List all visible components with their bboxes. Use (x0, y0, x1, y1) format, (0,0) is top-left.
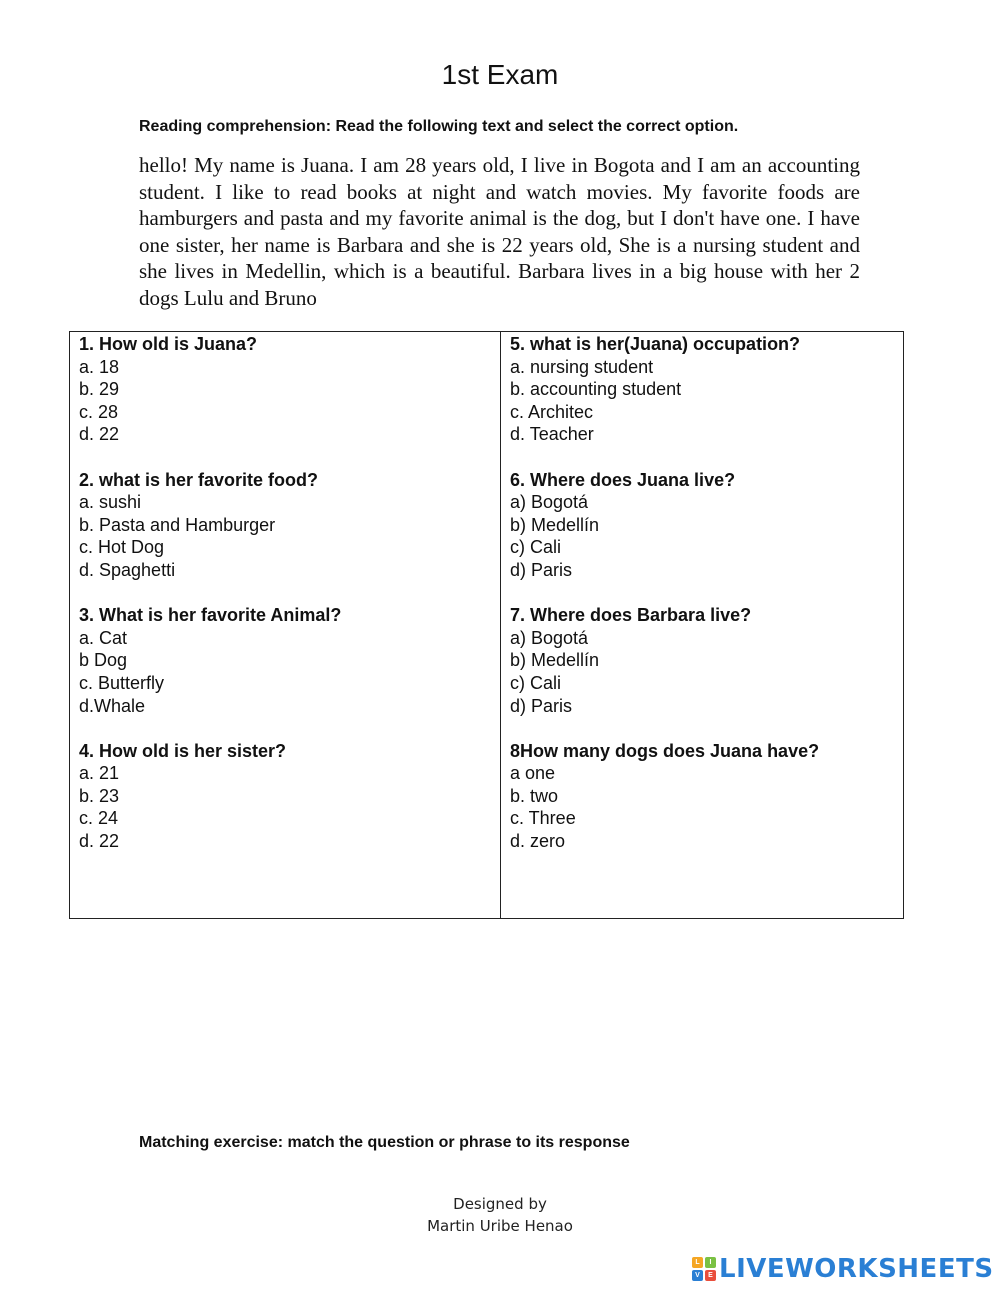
question-1 (79, 333, 500, 446)
quiz-table (69, 331, 904, 919)
question-text: 8How many dogs does Juana have? (510, 740, 820, 761)
question-text: 6. Where does Juana live? (510, 469, 736, 490)
answer-option[interactable]: a one (510, 763, 556, 784)
designer-credit (0, 1193, 1000, 1237)
answer-option[interactable]: a. Cat (79, 627, 128, 648)
logo-letter-v: V (692, 1270, 703, 1281)
answer-option[interactable]: b) Medellín (510, 514, 600, 535)
liveworksheets-brand[interactable] (692, 1251, 994, 1287)
logo-letter-i: I (705, 1257, 716, 1268)
answer-option[interactable]: a) Bogotá (510, 627, 589, 648)
answer-option[interactable]: a. nursing student (510, 356, 654, 377)
answer-option[interactable]: b Dog (79, 650, 128, 671)
answer-option[interactable]: d.Whale (79, 695, 146, 716)
reading-instruction: Reading comprehension: Read the following text and select the correct option. (139, 118, 739, 135)
answer-option[interactable]: b. Pasta and Hamburger (79, 514, 276, 535)
matching-instruction: Matching exercise: match the question or phrase to its response (139, 1134, 630, 1151)
question-2 (79, 469, 500, 582)
answer-option[interactable]: d. 22 (79, 424, 120, 445)
question-5 (510, 333, 903, 446)
answer-option[interactable]: c. Hot Dog (79, 537, 165, 558)
answer-option[interactable]: c. 24 (79, 808, 119, 829)
answer-option[interactable]: b. two (510, 785, 559, 806)
question-text: 5. what is her(Juana) occupation? (510, 334, 801, 354)
brand-name: LIVEWORKSHEETS (719, 1254, 994, 1284)
answer-option[interactable]: c. Three (510, 808, 576, 829)
question-6 (510, 469, 903, 582)
answer-option[interactable]: d) Paris (510, 559, 573, 580)
question-text: 2. what is her favorite food? (79, 469, 319, 490)
answer-option[interactable]: a. 21 (79, 763, 120, 784)
answer-option[interactable]: c. Architec (510, 401, 594, 422)
quiz-column-left (70, 332, 501, 918)
liveworksheets-logo-icon (692, 1257, 716, 1281)
answer-option[interactable]: d. zero (510, 831, 566, 852)
designed-by-label: Designed by (453, 1195, 547, 1213)
question-7 (510, 604, 903, 717)
answer-option[interactable]: b. 23 (79, 785, 120, 806)
answer-option[interactable]: c) Cali (510, 672, 562, 693)
answer-option[interactable]: d. Teacher (510, 424, 594, 445)
answer-option[interactable]: a) Bogotá (510, 492, 589, 513)
reading-passage: hello! My name is Juana. I am 28 years old, I live in Bogota and I am an accounting student. I like to read books at night and watch movies. My favorite foods are hamburgers and pasta and my favorite animal is the dog, but I don't have one. I have one sister, her name is Barbara and she is 22 years old, She is a nursing student and she lives in Medellin, which is a beautiful. Barbara lives in a big house with her 2 dogs Lulu and Bruno (139, 153, 860, 310)
answer-option[interactable]: d. 22 (79, 831, 120, 852)
question-text: 7. Where does Barbara live? (510, 605, 752, 626)
quiz-column-right (501, 332, 903, 918)
question-8 (510, 740, 903, 853)
answer-option[interactable]: b) Medellín (510, 650, 600, 671)
question-text: 1. How old is Juana? (79, 334, 258, 354)
answer-option[interactable]: c. Butterfly (79, 672, 165, 693)
answer-option[interactable]: b. 29 (79, 379, 120, 400)
answer-option[interactable]: d) Paris (510, 695, 573, 716)
answer-option[interactable]: a. sushi (79, 492, 142, 513)
question-text: 3. What is her favorite Animal? (79, 605, 342, 626)
question-3 (79, 604, 500, 717)
answer-option[interactable]: a. 18 (79, 356, 120, 377)
author-name: Martin Uribe Henao (427, 1217, 573, 1235)
question-text: 4. How old is her sister? (79, 740, 287, 761)
logo-letter-e: E (705, 1270, 716, 1281)
question-4 (79, 740, 500, 853)
answer-option[interactable]: d. Spaghetti (79, 559, 176, 580)
page-title: 1st Exam (441, 59, 559, 90)
logo-letter-l: L (692, 1257, 703, 1268)
answer-option[interactable]: b. accounting student (510, 379, 682, 400)
answer-option[interactable]: c. 28 (79, 401, 119, 422)
answer-option[interactable]: c) Cali (510, 537, 562, 558)
